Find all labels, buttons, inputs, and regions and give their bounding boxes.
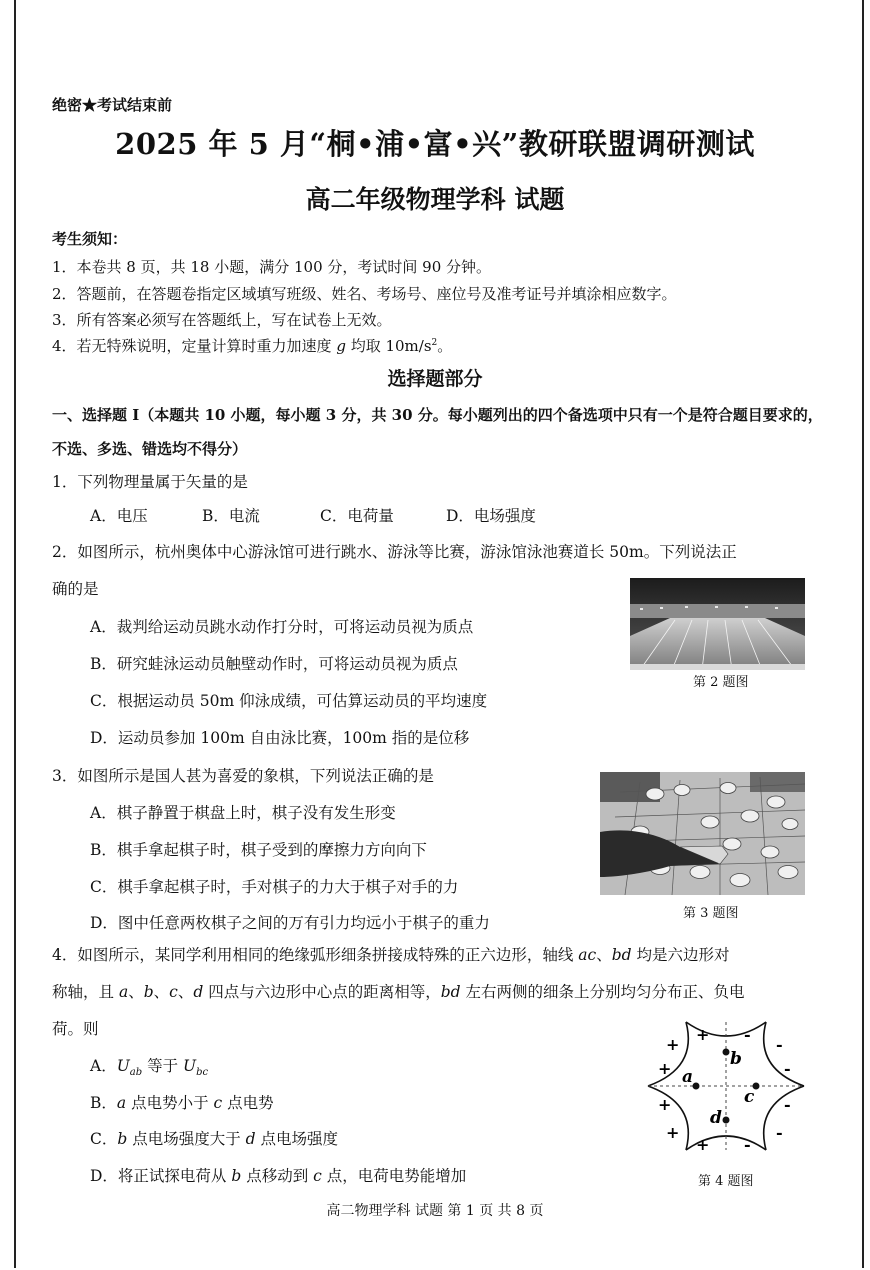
q4-figure-caption: 第 4 题图 xyxy=(698,1174,754,1189)
exam-title: 2025 年 5 月“桐•浦•富•兴”教研联盟调研测试 xyxy=(115,127,755,161)
plus-sign: + xyxy=(696,1135,710,1154)
q4-stem-line1: 4．如图所示，某同学利用相同的绝缘弧形细条拼接成特殊的正六边形，轴线 ac、bd 均是六边形对 xyxy=(52,946,730,964)
plus-sign: + xyxy=(696,1025,710,1044)
point-a xyxy=(693,1083,700,1090)
q3-figure-caption: 第 3 题图 xyxy=(683,906,739,921)
minus-sign: - xyxy=(776,1035,783,1054)
q3-option-c: C．棋手拿起棋子时，手对棋子的力大于棋子对手的力 xyxy=(90,878,459,896)
section-title: 选择题部分 xyxy=(387,368,483,390)
plus-sign: + xyxy=(666,1035,680,1054)
confidential-label: 绝密★考试结束前 xyxy=(52,96,173,114)
q4-option-d: D．将正试探电荷从 b 点移动到 c 点，电荷电势能增加 xyxy=(90,1167,467,1185)
q3-option-a: A．棋子静置于棋盘上时，棋子没有发生形变 xyxy=(90,804,396,822)
notice-item-2: 2．答题前，在答题卷指定区域填写班级、姓名、考场号、座位号及准考证号并填涂相应数字。 xyxy=(52,285,677,303)
label-a: a xyxy=(682,1067,694,1087)
label-c: c xyxy=(744,1087,755,1107)
q1-option-a: A．电压 xyxy=(90,507,148,525)
minus-sign: - xyxy=(784,1095,791,1114)
point-d xyxy=(723,1117,730,1124)
notice-item-1: 1．本卷共 8 页，共 18 小题，满分 100 分，考试时间 90 分钟。 xyxy=(52,258,492,276)
q1-option-b: B．电流 xyxy=(202,507,260,525)
minus-sign: - xyxy=(744,1025,751,1044)
q2-stem-line1: 2．如图所示，杭州奥体中心游泳馆可进行跳水、游泳等比赛，游泳馆泳池赛道长 50m。下列说法正 xyxy=(52,543,737,561)
page-footer: 高二物理学科 试题 第 1 页 共 8 页 xyxy=(326,1203,544,1219)
exam-subtitle: 高二年级物理学科 试题 xyxy=(305,185,565,214)
plus-sign: + xyxy=(658,1059,672,1078)
point-b xyxy=(723,1049,730,1056)
q4-option-c: C．b 点电场强度大于 d 点电场强度 xyxy=(90,1130,339,1148)
q3-option-b: B．棋手拿起棋子时，棋子受到的摩擦力方向向下 xyxy=(90,841,427,859)
q4-stem-line2: 称轴，且 a、b、c、d 四点与六边形中心点的距离相等，bd 左右两侧的细条上分别均匀分布正、负电 xyxy=(52,983,745,1001)
q3-option-d: D．图中任意两枚棋子之间的万有引力均远小于棋子的重力 xyxy=(90,914,490,932)
label-d: d xyxy=(710,1108,722,1128)
q4-option-a: A．$U_{ab}$ 等于 $U_{bc}$ xyxy=(90,1057,209,1079)
hexagon-charge-diagram xyxy=(636,1010,816,1162)
swimming-pool-photo xyxy=(630,578,805,670)
q2-option-b: B．研究蛙泳运动员触壁动作时，可将运动员视为质点 xyxy=(90,655,458,673)
q1-stem: 1．下列物理量属于矢量的是 xyxy=(52,473,248,491)
minus-sign: - xyxy=(776,1123,783,1142)
q3-stem: 3．如图所示是国人甚为喜爱的象棋，下列说法正确的是 xyxy=(52,767,434,785)
q2-option-c: C．根据运动员 50m 仰泳成绩，可估算运动员的平均速度 xyxy=(90,692,488,710)
q4-stem-line3: 荷。则 xyxy=(52,1020,99,1038)
q2-figure-caption: 第 2 题图 xyxy=(693,675,749,690)
label-b: b xyxy=(730,1049,742,1069)
minus-sign: - xyxy=(784,1059,791,1078)
notice-item-4: 4．若无特殊说明，定量计算时重力加速度 g 均取 $10m/s^2$。 xyxy=(52,337,453,355)
chess-photo xyxy=(600,772,805,895)
q2-stem-line2: 确的是 xyxy=(52,580,99,598)
q1-option-d: D．电场强度 xyxy=(446,507,536,525)
plus-sign: + xyxy=(658,1095,672,1114)
notice-item-3: 3．所有答案必须写在答题纸上，写在试卷上无效。 xyxy=(52,311,392,329)
plus-sign: + xyxy=(666,1123,680,1142)
q1-option-c: C．电荷量 xyxy=(320,507,394,525)
q2-option-a: A．裁判给运动员跳水动作打分时，可将运动员视为质点 xyxy=(90,618,474,636)
minus-sign: - xyxy=(744,1135,751,1154)
q2-option-d: D．运动员参加 100m 自由泳比赛，100m 指的是位移 xyxy=(90,729,470,747)
q4-option-b: B．a 点电势小于 c 点电势 xyxy=(90,1094,274,1112)
notice-heading: 考生须知： xyxy=(52,230,128,248)
part1-instructions: 一、选择题 I（本题共 10 小题，每小题 3 分，共 30 分。每小题列出的四个备选项中只有一个是符合题目要求的，不选、多选、错选均不得分） xyxy=(52,406,823,458)
